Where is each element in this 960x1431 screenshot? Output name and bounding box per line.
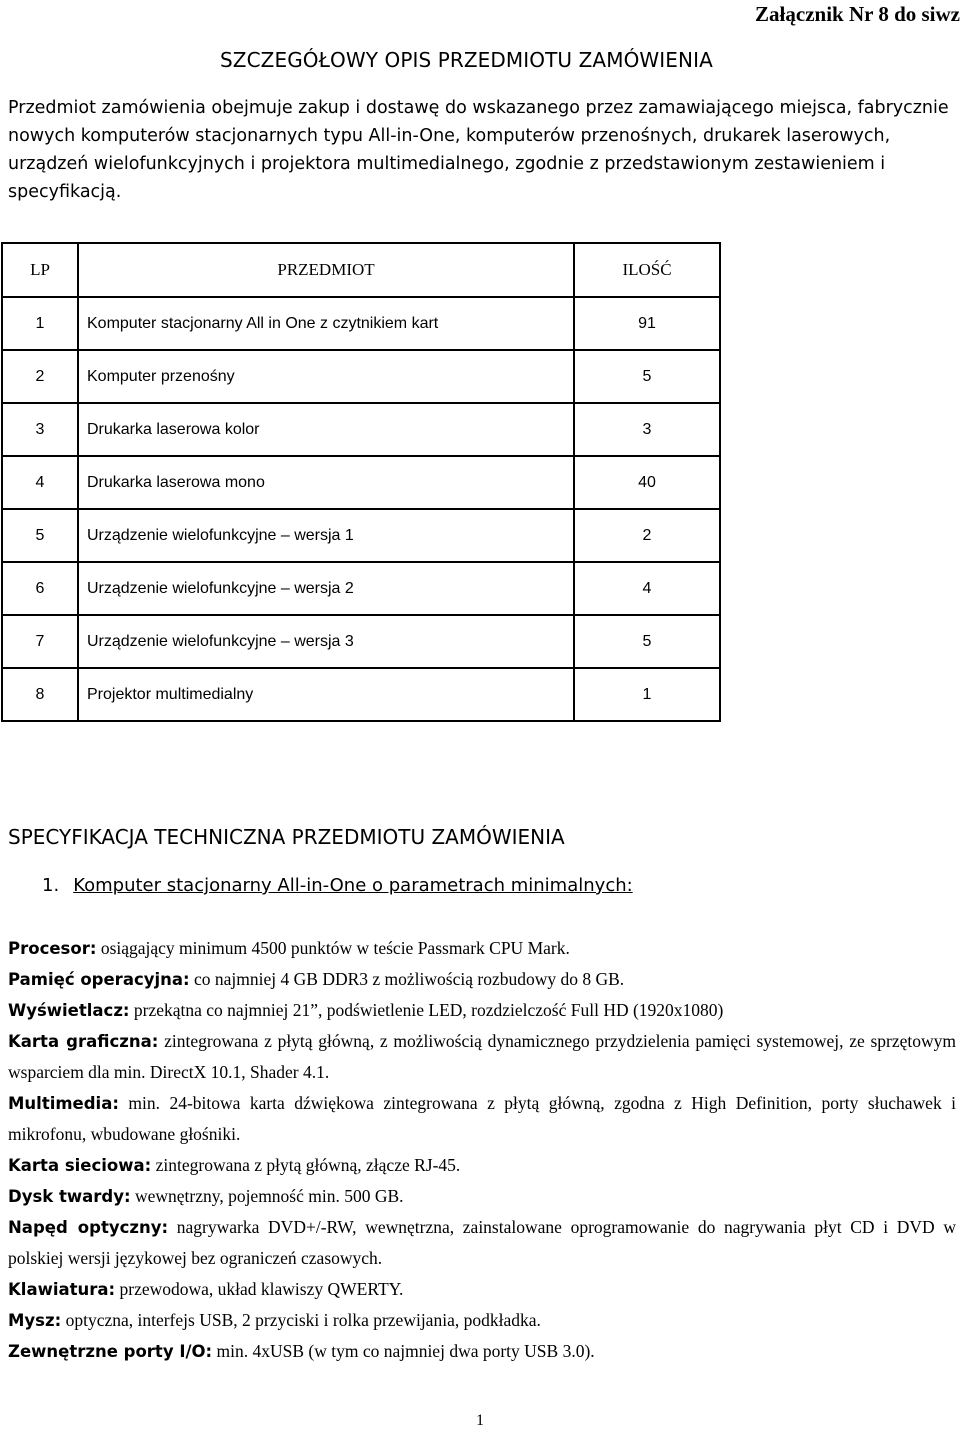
table-row (2, 403, 720, 456)
header-lp: LP (2, 243, 78, 297)
spec-item (8, 1181, 956, 1212)
spec-value: zintegrowana z płytą główną, złącze RJ-45. (151, 1155, 461, 1175)
spec-label: Procesor: (8, 939, 97, 958)
spec-subsection-heading (42, 873, 633, 899)
row-item: Urządzenie wielofunkcyjne – wersja 3 (78, 615, 574, 668)
row-item: Urządzenie wielofunkcyjne – wersja 2 (78, 562, 574, 615)
table-row (2, 668, 720, 721)
spec-value: przewodowa, układ klawiszy QWERTY. (115, 1279, 404, 1299)
header-item: PRZEDMIOT (78, 243, 574, 297)
spec-item (8, 1088, 956, 1150)
row-qty: 5 (574, 350, 720, 403)
row-lp: 7 (2, 615, 78, 668)
spec-label: Klawiatura: (8, 1280, 116, 1299)
row-qty: 91 (574, 297, 720, 350)
spec-item (8, 1274, 956, 1305)
spec-value: wewnętrzny, pojemność min. 500 GB. (130, 1186, 404, 1206)
row-qty: 3 (574, 403, 720, 456)
table-row (2, 456, 720, 509)
spec-item (8, 995, 956, 1026)
row-lp: 1 (2, 297, 78, 350)
spec-value: osiągający minimum 4500 punktów w teście Passmark CPU Mark. (96, 938, 570, 958)
row-item: Komputer stacjonarny All in One z czytnikiem kart (78, 297, 574, 350)
spec-value: zintegrowana z płytą główną, z możliwością dynamicznego przydzielenia pamięci systemowej, ze sprzętowym wsparciem dla min. DirectX 10.1, Shader 4.1. (8, 1031, 956, 1082)
spec-value: nagrywarka DVD+/-RW, wewnętrzna, zainstalowane oprogramowanie do nagrywania płyt CD i DVD w polskiej wersji językowej bez ograniczeń czasowych. (8, 1217, 956, 1268)
table-header-row (2, 243, 720, 297)
items-table (1, 242, 721, 722)
row-qty: 5 (574, 615, 720, 668)
spec-value: co najmniej 4 GB DDR3 z możliwością rozbudowy do 8 GB. (189, 969, 625, 989)
row-item: Urządzenie wielofunkcyjne – wersja 1 (78, 509, 574, 562)
spec-value: min. 4xUSB (w tym co najmniej dwa porty USB 3.0). (212, 1341, 595, 1361)
row-lp: 5 (2, 509, 78, 562)
table-row (2, 350, 720, 403)
row-lp: 6 (2, 562, 78, 615)
document-title: SZCZEGÓŁOWY OPIS PRZEDMIOTU ZAMÓWIENIA (220, 48, 713, 72)
table-row (2, 297, 720, 350)
spec-value: optyczna, interfejs USB, 2 przyciski i rolka przewijania, podkładka. (61, 1310, 541, 1330)
row-item: Komputer przenośny (78, 350, 574, 403)
row-item: Drukarka laserowa mono (78, 456, 574, 509)
spec-label: Karta graficzna: (8, 1032, 159, 1051)
spec-label: Dysk twardy: (8, 1187, 131, 1206)
subsection-title: Komputer stacjonarny All-in-One o parametrach minimalnych: (73, 875, 633, 896)
spec-item (8, 933, 956, 964)
table-row (2, 615, 720, 668)
table-row (2, 562, 720, 615)
spec-label: Napęd optyczny: (8, 1218, 169, 1237)
spec-list (8, 933, 956, 1367)
header-qty: ILOŚĆ (574, 243, 720, 297)
spec-label: Zewnętrzne porty I/O: (8, 1342, 213, 1361)
row-qty: 4 (574, 562, 720, 615)
spec-label: Mysz: (8, 1311, 62, 1330)
spec-title: SPECYFIKACJA TECHNICZNA PRZEDMIOTU ZAMÓWIENIA (8, 825, 565, 849)
row-item: Drukarka laserowa kolor (78, 403, 574, 456)
spec-item (8, 1336, 956, 1367)
annex-label: Załącznik Nr 8 do siwz (755, 2, 960, 26)
spec-item (8, 1212, 956, 1274)
spec-item (8, 1026, 956, 1088)
spec-label: Multimedia: (8, 1094, 119, 1113)
row-item: Projektor multimedialny (78, 668, 574, 721)
row-lp: 2 (2, 350, 78, 403)
spec-item (8, 1305, 956, 1336)
row-lp: 4 (2, 456, 78, 509)
row-lp: 3 (2, 403, 78, 456)
spec-value: min. 24-bitowa karta dźwiękowa zintegrowana z płytą główną, zgodna z High Definition, porty słuchawek i mikrofonu, wbudowane głośniki. (8, 1093, 956, 1144)
spec-label: Karta sieciowa: (8, 1156, 152, 1175)
spec-label: Pamięć operacyjna: (8, 970, 190, 989)
row-qty: 40 (574, 456, 720, 509)
spec-item (8, 1150, 956, 1181)
spec-item (8, 964, 956, 995)
intro-paragraph: Przedmiot zamówienia obejmuje zakup i dostawę do wskazanego przez zamawiającego miejsca, fabrycznie nowych komputerów stacjonarnych typu All-in-One, komputerów przenośnych, drukarek laserowych, urządzeń wielofunkcyjnych i projektora multimedialnego, zgodnie z przedstawionym zestawieniem i specyfikacją. (8, 98, 949, 202)
spec-label: Wyświetlacz: (8, 1001, 130, 1020)
table-row (2, 509, 720, 562)
row-lp: 8 (2, 668, 78, 721)
page-number: 1 (476, 1412, 484, 1429)
row-qty: 1 (574, 668, 720, 721)
row-qty: 2 (574, 509, 720, 562)
subsection-number: 1. (42, 875, 60, 896)
spec-value: przekątna co najmniej 21”, podświetlenie LED, rozdzielczość Full HD (1920x1080) (129, 1000, 724, 1020)
